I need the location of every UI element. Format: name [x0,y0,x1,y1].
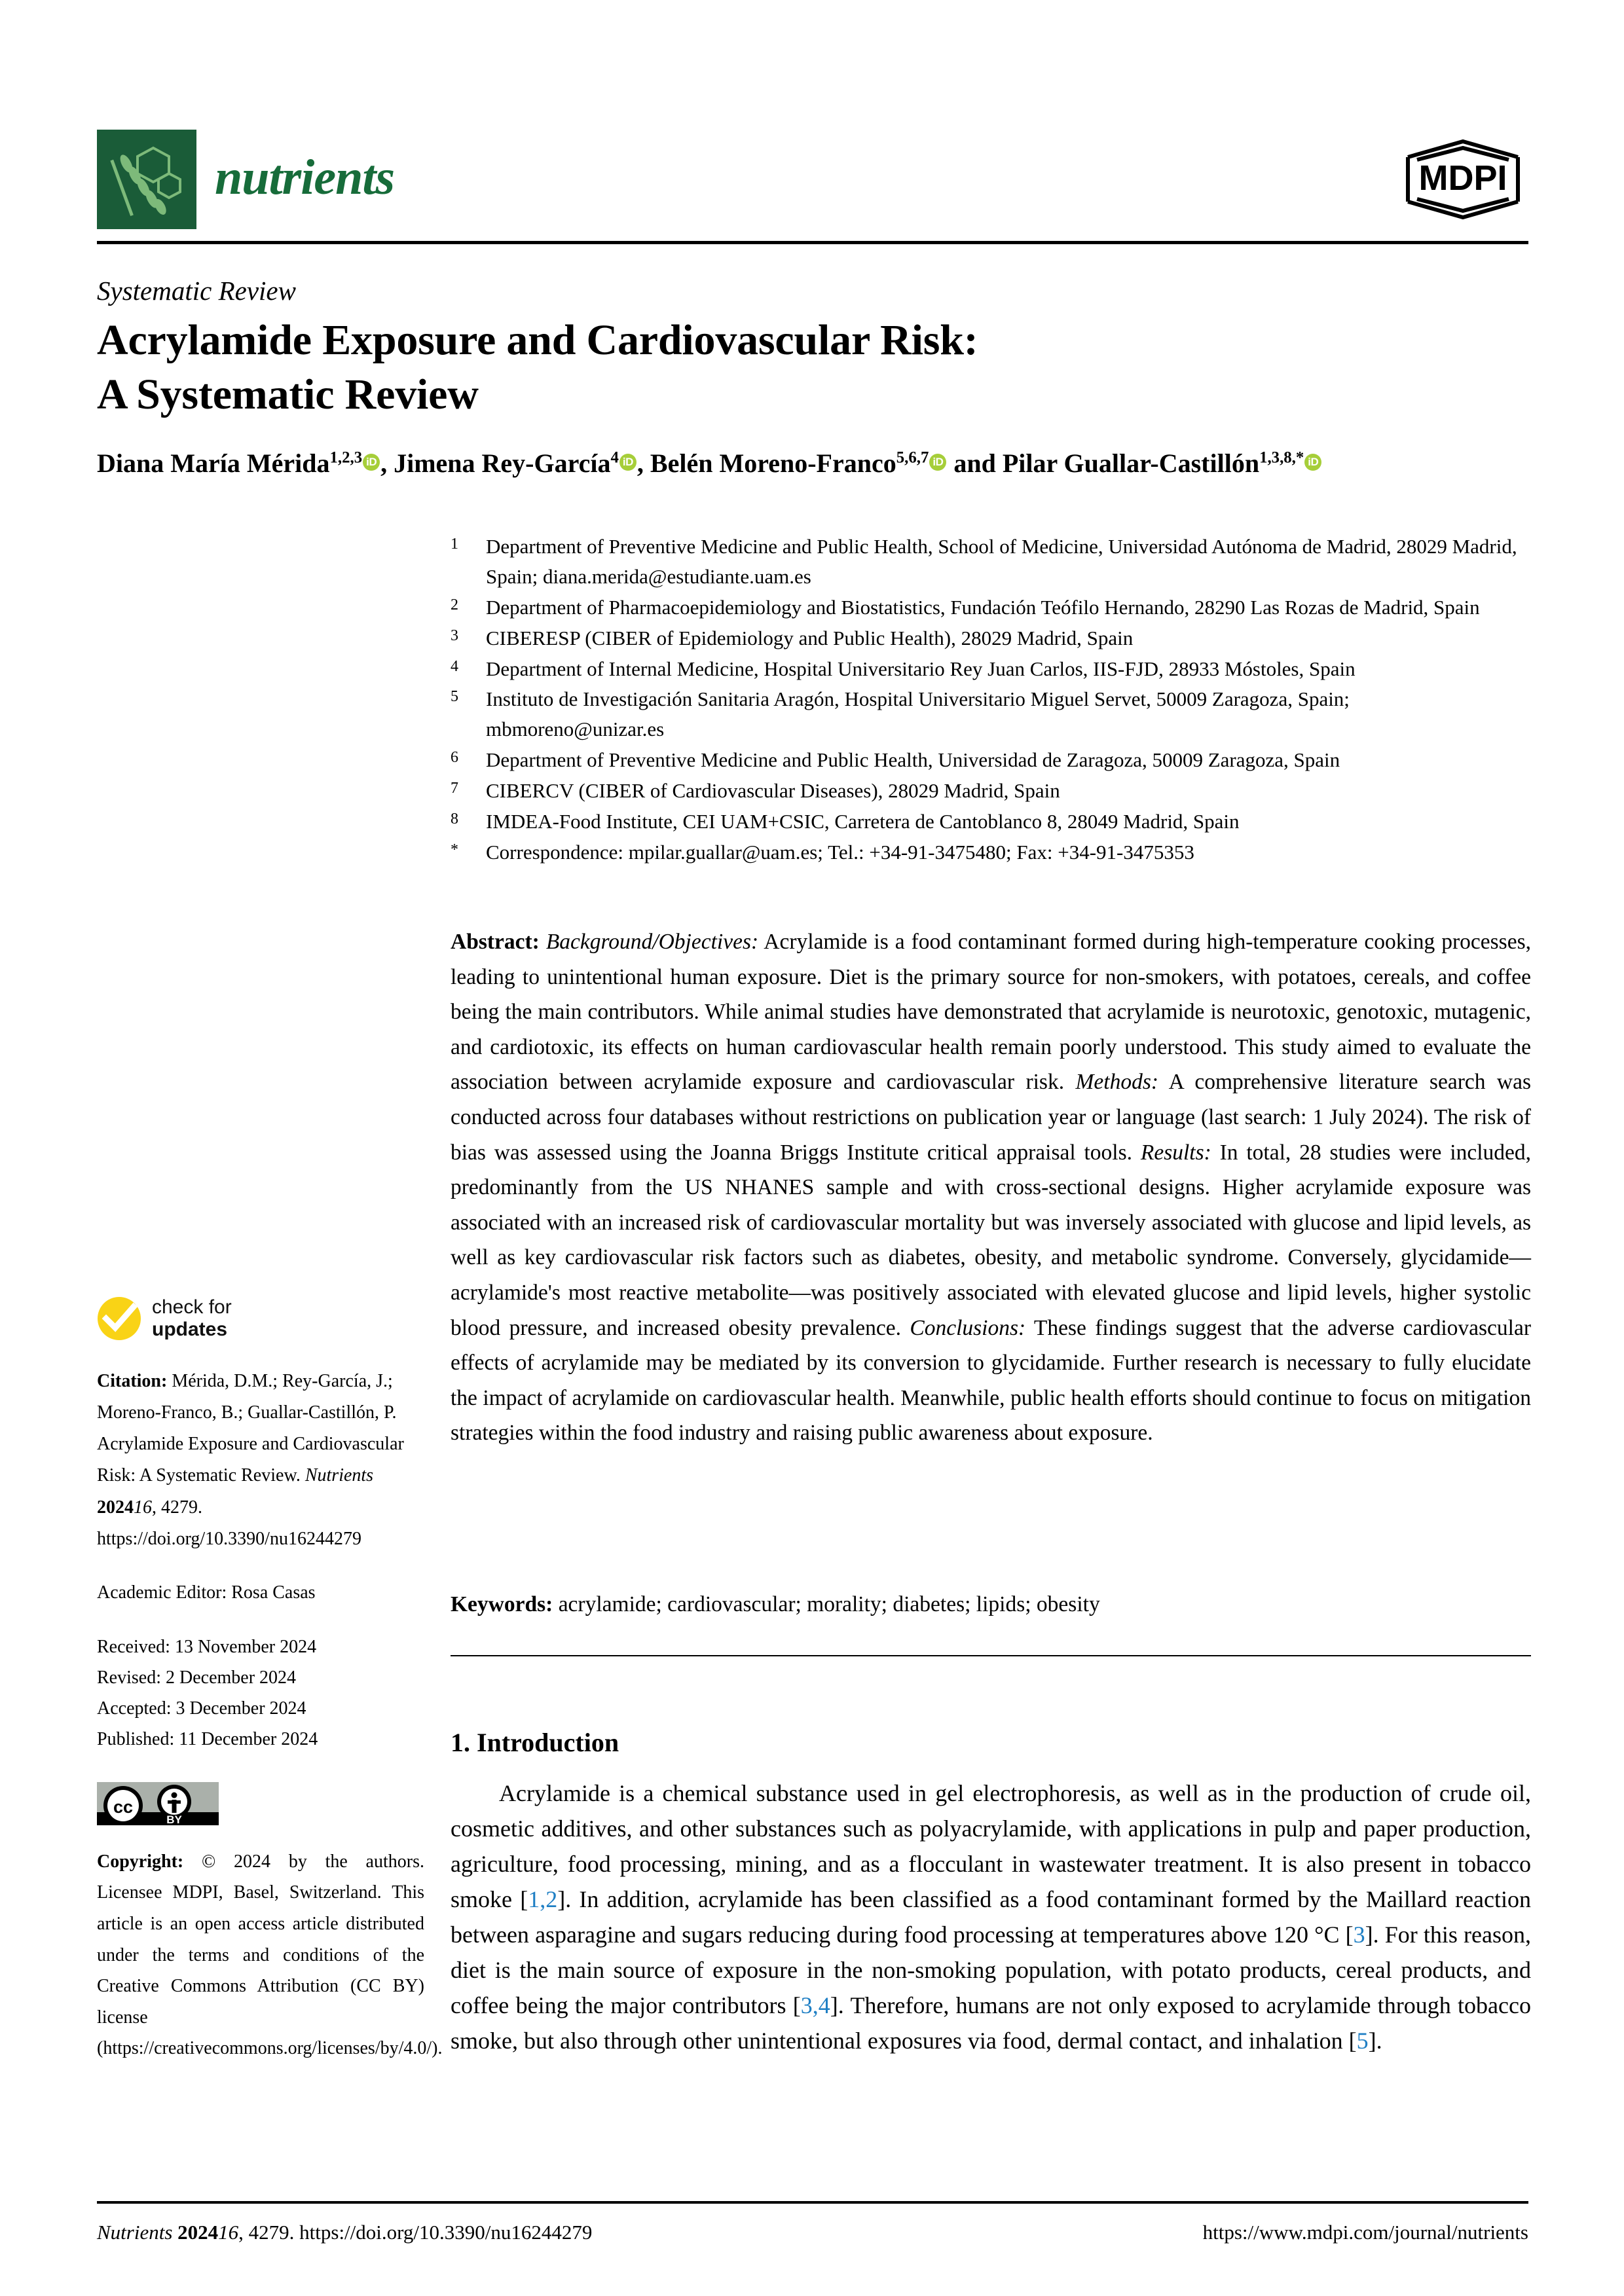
abstract-methods-text: A comprehensive literature search was conducted across four databases without restrictions on publication year or language (last search: 1 July 2024). The risk of bias was assessed using the Joanna Briggs Institute critical appraisal tools. [451,1070,1531,1165]
affiliation-text: Department of Preventive Medicine and Public Health, School of Medicine, Universidad Autónoma de Madrid, 28029 Madrid, Spain; diana.merida@estudiante.uam.es [486,535,1517,588]
svg-text:BY: BY [166,1813,182,1825]
affiliation-marker: 3 [451,627,458,644]
footer-doi: , 4279. https://doi.org/10.3390/nu16244279 [238,2221,593,2244]
abstract-results-heading: Results: [1140,1140,1211,1165]
abstract-background-heading: Background/Objectives: [545,930,759,954]
nutrients-logo-icon [97,130,196,229]
affiliation-marker: 7 [451,780,458,797]
page-header [97,130,1528,234]
intro-text-d: ]. Therefore, humans are not only exposed to acrylamide through tobacco smoke, but also through other unintentional exposures via food, dermal contact, and inhalation [ [451,1992,1531,2054]
introduction-heading: 1. Introduction [451,1728,619,1757]
journal-logo[interactable] [97,130,394,229]
affiliation-marker: 5 [451,688,458,706]
author-name: Diana María Mérida [97,448,330,478]
keywords-label: Keywords: [451,1592,553,1616]
footer-journal-url[interactable]: https://www.mdpi.com/journal/nutrients [1202,2221,1528,2244]
affiliation-text: Department of Pharmacoepidemiology and Biostatistics, Fundación Teófilo Hernando, 28290 Las Rozas de Madrid, Spain [486,595,1480,619]
metadata-sidebar [97,1296,443,2064]
author-separator: , [637,448,644,478]
footer-citation [97,2221,592,2244]
footer-divider [97,2201,1528,2204]
keywords-divider [451,1655,1531,1656]
affiliation-text: Instituto de Investigación Sanitaria Aragón, Hospital Universitario Miguel Servet, 50009 Zaragoza, Spain; mbmoreno@unizar.es [486,687,1350,741]
citation-year: 2024 [97,1497,134,1518]
abstract-background-text: Acrylamide is a food contaminant formed during high-temperature cooking processes, leading to unintentional human exposure. Diet is the primary source for non-smokers, with potatoes, cereals, and coffee being the main contributors. While animal studies have demonstrated that acrylamide is neurotoxic, genotoxic, mutagenic, and cardiotoxic, its effects on human cardiovascular health remain poorly understood. This study aimed to evaluate the association between acrylamide exposure and cardiovascular risk. [451,930,1531,1095]
citation-authors: Mérida, D.M.; Rey-García, J.; Moreno-Franco, B.; Guallar-Castillón, P. Acrylamide Exposure and Cardiovascular Risk: A Systematic Review. [97,1371,404,1486]
correspondence-marker: * [451,841,458,858]
date-accepted: Accepted: 3 December 2024 [97,1698,306,1719]
citation-ref-3-4[interactable]: 3,4 [800,1992,830,2018]
svg-text:MDPI: MDPI [1418,158,1507,198]
intro-text-a: Acrylamide is a chemical substance used in gel electrophoresis, as well as in the production of crude oil, cosmetic additives, and other substances such as polyacrylamide, with applications in pulp and paper production, agriculture, food processing, mining, and as a flocculant in wastewater treatment. It is also present in tobacco smoke [ [451,1780,1531,1912]
affiliation-item [451,623,1531,653]
publication-dates [97,1631,424,1755]
affiliation-list [451,532,1531,868]
affiliation-item [451,776,1531,806]
affiliation-text: CIBERESP (CIBER of Epidemiology and Public Health), 28029 Madrid, Spain [486,626,1134,649]
author-affil-refs: 4 [610,448,619,467]
affiliation-text: IMDEA-Food Institute, CEI UAM+CSIC, Carretera de Cantoblanco 8, 28049 Madrid, Spain [486,809,1240,833]
check-updates-line-2: updates [152,1319,228,1340]
affiliation-item [451,684,1531,744]
keywords-list: acrylamide; cardiovascular; morality; diabetes; lipids; obesity [553,1592,1100,1616]
copyright-label: Copyright: [97,1851,184,1872]
svg-text:cc: cc [113,1796,134,1817]
affiliation-text: Department of Internal Medicine, Hospital Universitario Rey Juan Carlos, IIS-FJD, 28933 Móstoles, Spain [486,657,1356,680]
intro-text-b: ]. In addition, acrylamide has been classified as a food contaminant formed by the Maillard reaction between asparagine and sugars reducing during food processing at temperatures above 120 °C [ [451,1886,1531,1948]
affiliation-item [451,592,1531,623]
affiliation-marker: 2 [451,596,458,613]
affiliation-marker: 4 [451,657,458,675]
abstract-label: Abstract: [451,930,540,954]
affiliation-item [451,654,1531,684]
journal-title: nutrients [215,150,395,205]
page-footer [97,2221,1528,2244]
abstract-results-text: In total, 28 studies were included, predominantly from the US NHANES sample and with cross-sectional designs. Higher acrylamide exposure was associated with an increased risk of cardiovascular mortality but was inversely associated with glucose and lipid levels, as well as key cardiovascular risk factors such as diabetes, obesity, and metabolic syndrome. Conversely, glycidamide—acrylamide's most reactive metabolite—was positively associated with elevated glucose and lipid levels, higher systolic blood pressure, and increased obesity prevalence. [451,1140,1531,1340]
date-received: Received: 13 November 2024 [97,1636,317,1657]
affiliation-item [451,532,1531,592]
mdpi-logo-icon[interactable] [1397,139,1528,220]
abstract-methods-heading: Methods: [1075,1070,1159,1095]
keywords-section [451,1588,1531,1621]
correspondence-text: Correspondence: mpilar.guallar@uam.es; Tel.: +34-91-3475480; Fax: +34-91-3475353 [486,840,1194,864]
citation-doi-link[interactable]: https://doi.org/10.3390/nu16244279 [97,1528,361,1549]
introduction-body [451,1776,1531,2058]
citation-ref-5[interactable]: 5 [1356,2028,1369,2054]
citation-ref-3[interactable]: 3 [1353,1922,1365,1948]
citation-pages: , 4279. [152,1497,202,1518]
affiliation-item [451,745,1531,775]
affiliation-marker: 1 [451,536,458,553]
author-separator: , [380,448,388,478]
affiliation-text: Department of Preventive Medicine and Public Health, Universidad de Zaragoza, 50009 Zaragoza, Spain [486,748,1340,772]
affiliation-marker: 6 [451,749,458,767]
check-for-updates-badge[interactable] [97,1296,424,1341]
author-conjunction: and [953,448,996,478]
author-name: Belén Moreno-Franco [650,448,896,478]
affiliation-marker: 8 [451,810,458,828]
citation-volume: 16 [134,1497,152,1518]
author-name: Pilar Guallar-Castillón [1002,448,1260,478]
check-updates-line-1: check for [152,1296,232,1319]
intro-text-c: ]. For this reason, diet is the main source of exposure in the non-smoking population, with potato products, cereal products, and coffee being the major contributors [ [451,1922,1531,2018]
citation-journal: Nutrients [304,1465,374,1486]
author-affil-refs: 5,6,7 [896,448,929,467]
author-affil-refs: 1,3,8,* [1259,448,1304,467]
author-affil-refs: 1,2,3 [329,448,363,467]
citation-ref-1-2[interactable]: 1,2 [528,1886,558,1912]
page-title [97,313,1439,422]
citation-label: Citation: [97,1371,168,1391]
check-for-updates-label [152,1296,232,1340]
orcid-icon[interactable]: iD [363,454,380,471]
citation-block [97,1366,424,1555]
abstract-conclusions-text: These findings suggest that the adverse cardiovascular effects of acrylamide may be mediated by its conversion to glycidamide. Further research is necessary to fully elucidate the impact of acrylamide on cardiovascular health. Meanwhile, public health efforts should continue to focus on mitigation strategies within the food industry and raising public awareness about exposure. [451,1315,1531,1446]
affiliation-item [451,807,1531,837]
abstract-section [451,924,1531,1451]
intro-text-e: ]. [1368,2028,1382,2054]
orcid-icon[interactable]: iD [1304,454,1321,471]
date-revised: Revised: 2 December 2024 [97,1667,297,1688]
footer-journal: Nutrients [97,2221,173,2244]
check-mark-icon [97,1296,141,1341]
creative-commons-badge-icon[interactable] [97,1782,219,1825]
title-line-1: Acrylamide Exposure and Cardiovascular Risk: [97,316,978,364]
copyright-block [97,1846,443,2064]
academic-editor: Academic Editor: Rosa Casas [97,1582,316,1603]
abstract-conclusions-heading: Conclusions: [910,1315,1026,1340]
orcid-icon[interactable]: iD [619,454,637,471]
footer-year: 2024 [177,2221,219,2244]
orcid-icon[interactable]: iD [929,454,946,471]
title-line-2: A Systematic Review [97,371,479,419]
introduction-paragraph [451,1776,1531,2058]
author-name: Jimena Rey-García [394,448,611,478]
author-list [97,446,1531,481]
header-divider [97,241,1528,244]
date-published: Published: 11 December 2024 [97,1728,318,1749]
article-type: Systematic Review [97,276,296,306]
footer-volume: 16 [218,2221,239,2244]
affiliation-text: CIBERCV (CIBER of Cardiovascular Diseases), 28029 Madrid, Spain [486,779,1060,802]
correspondence-item [451,837,1531,867]
copyright-text: © 2024 by the authors. Licensee MDPI, Basel, Switzerland. This article is an open access article distributed under the terms and conditions of the Creative Commons Attribution (CC BY) license (https://creativecommons.org/licenses/by/4.0/). [97,1851,443,2059]
